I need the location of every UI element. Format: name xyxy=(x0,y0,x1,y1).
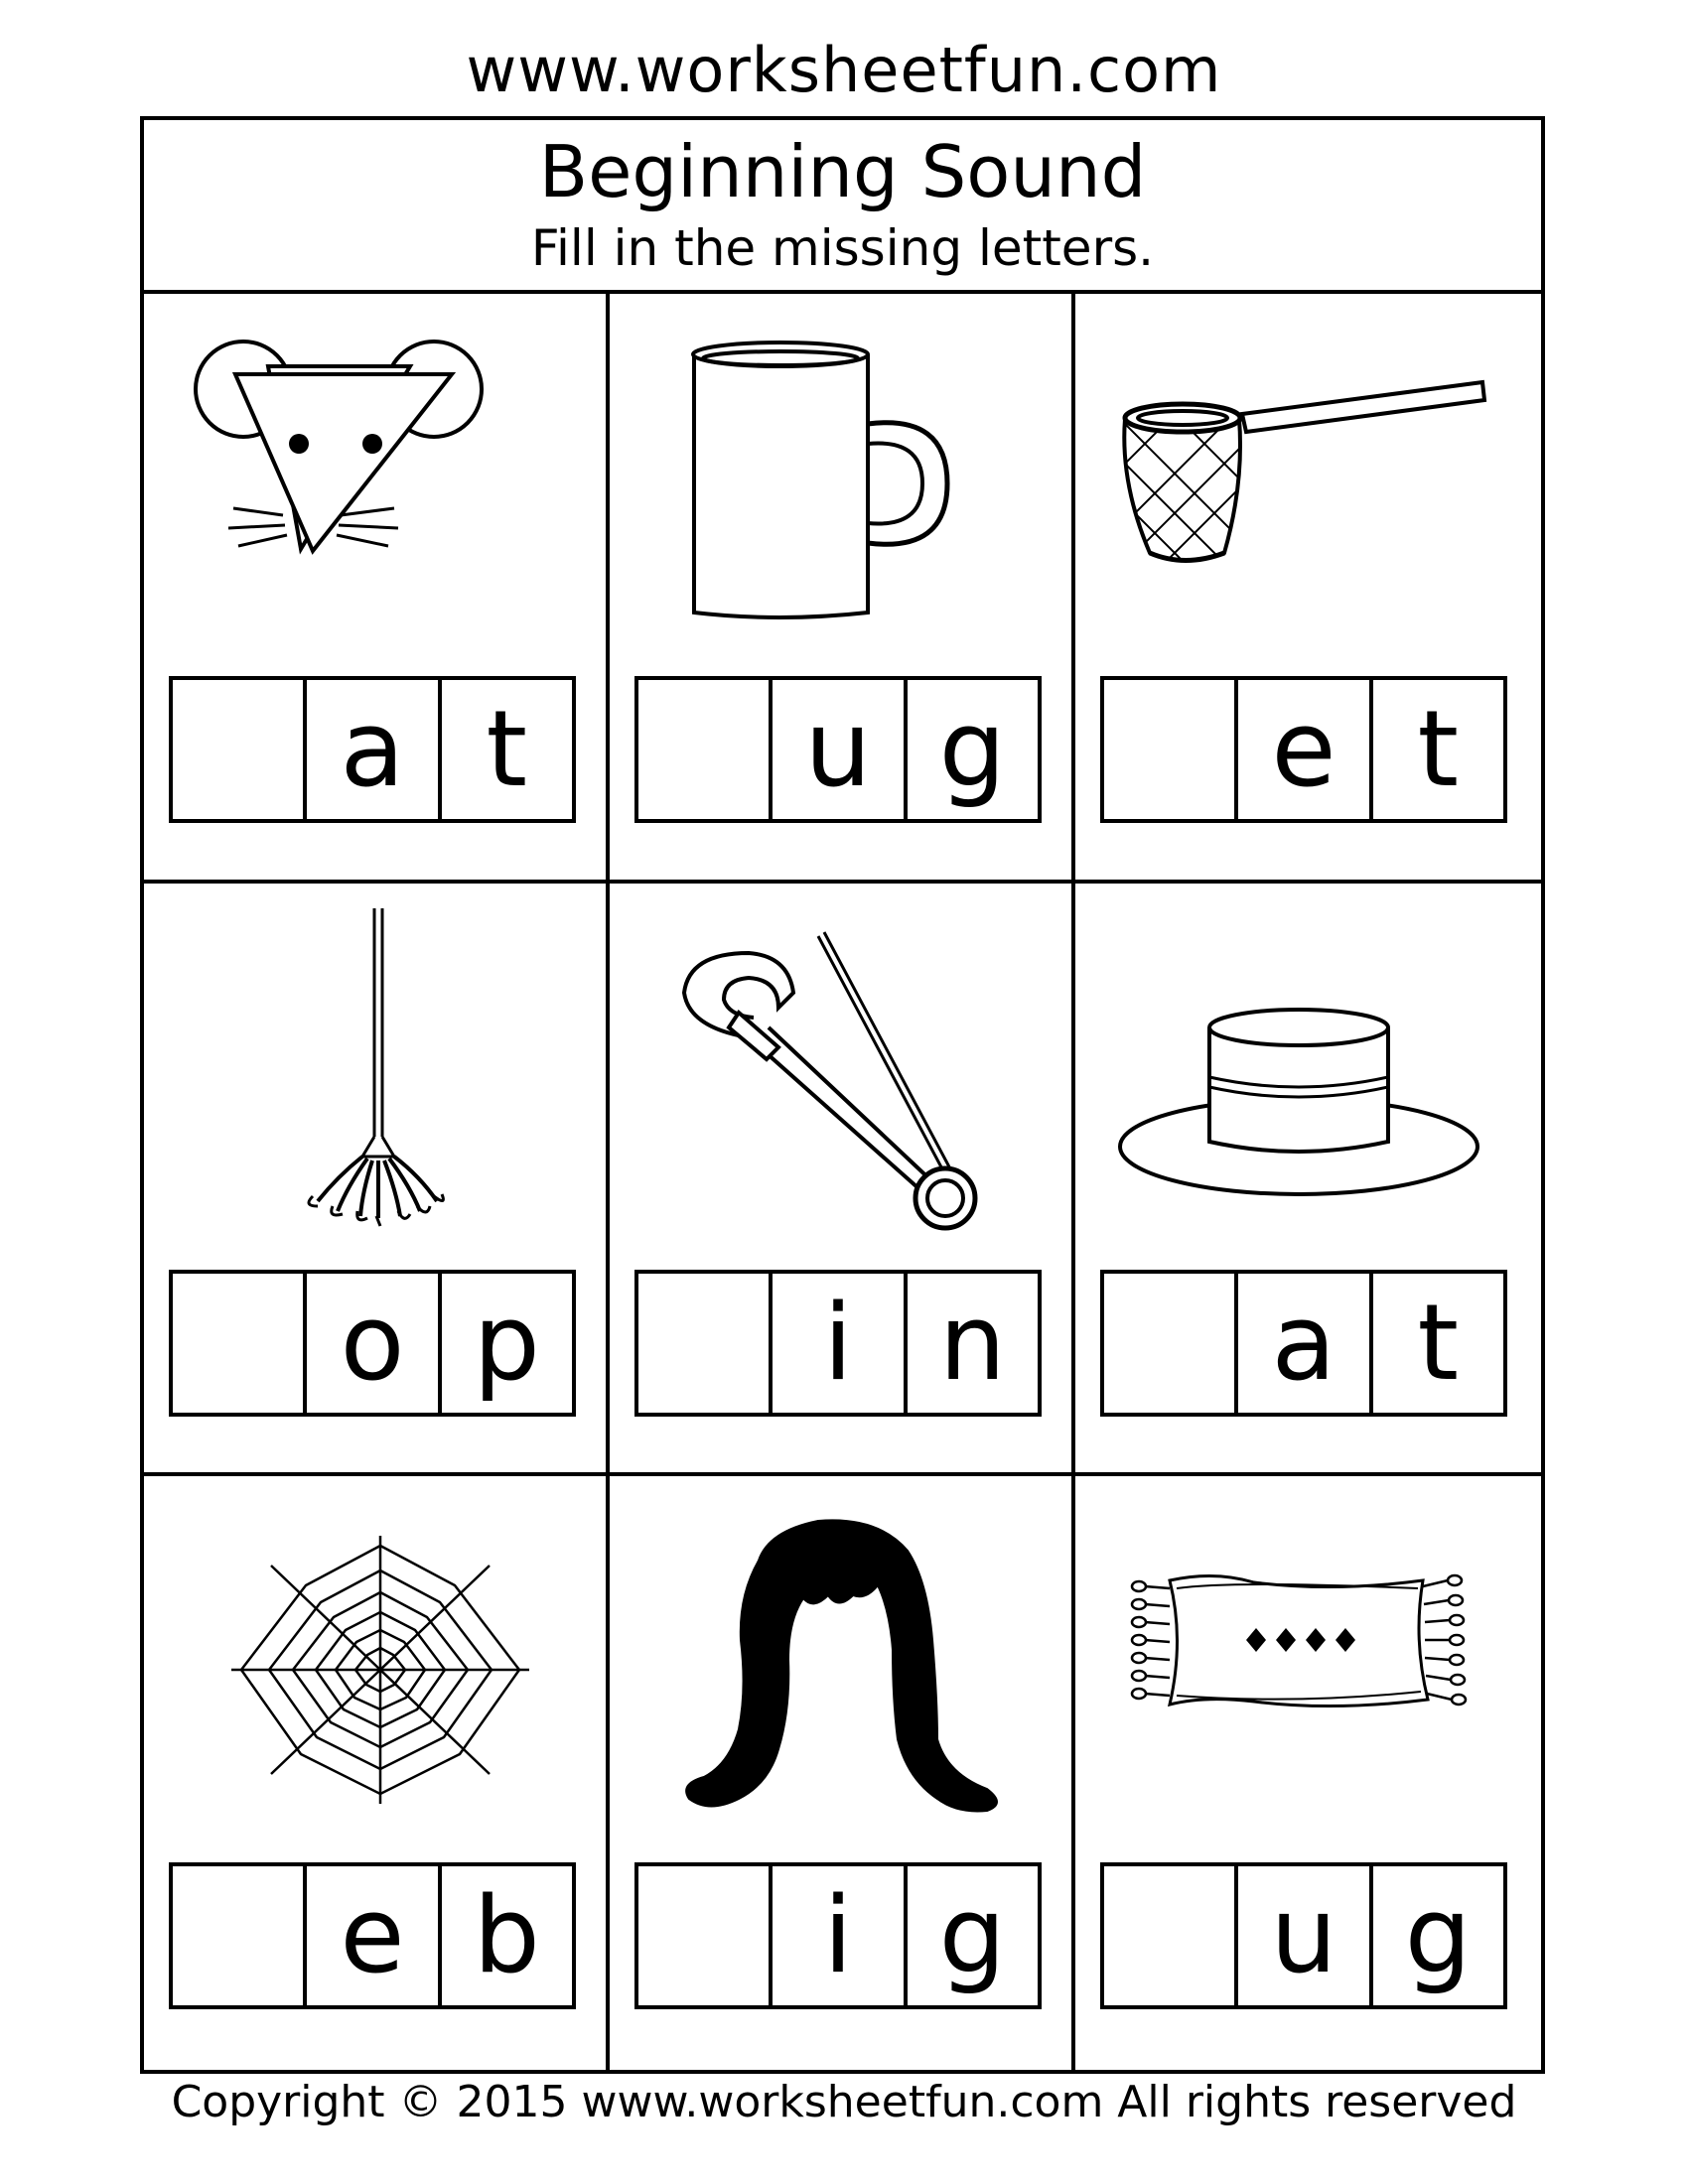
rug-icon xyxy=(1095,1501,1512,1858)
letter-boxes xyxy=(1100,676,1507,823)
answer-box[interactable] xyxy=(1104,680,1238,819)
mug-icon xyxy=(630,315,1047,672)
mop-icon xyxy=(164,908,581,1266)
letter-boxes xyxy=(169,1862,576,2009)
worksheet xyxy=(140,116,1545,2074)
net-icon xyxy=(1095,315,1512,672)
letter-box: u xyxy=(1238,1866,1372,2005)
wig-icon xyxy=(630,1501,1047,1858)
letter-box: g xyxy=(938,688,1006,810)
letter-box: e xyxy=(1238,680,1372,819)
answer-box[interactable] xyxy=(638,1274,773,1413)
letter-box: o xyxy=(307,1274,441,1413)
word-card xyxy=(1075,884,1541,1477)
word-card xyxy=(144,1476,610,2070)
letter-boxes xyxy=(1100,1270,1507,1417)
word-card xyxy=(1075,1476,1541,2070)
word-grid xyxy=(144,290,1541,2070)
letter-box: a xyxy=(1238,1274,1372,1413)
answer-box[interactable] xyxy=(638,1866,773,2005)
letter-box: b xyxy=(473,1874,540,1997)
answer-box[interactable] xyxy=(638,680,773,819)
answer-box[interactable] xyxy=(173,1274,307,1413)
letter-box: a xyxy=(307,680,441,819)
letter-box: t xyxy=(1417,1281,1460,1404)
hat-icon xyxy=(1095,908,1512,1266)
answer-box[interactable] xyxy=(1104,1274,1238,1413)
spider-web-icon xyxy=(164,1501,581,1858)
worksheet-header xyxy=(144,120,1541,294)
answer-box[interactable] xyxy=(173,680,307,819)
letter-box: i xyxy=(773,1274,907,1413)
letter-box: g xyxy=(938,1874,1006,1997)
word-card xyxy=(144,290,610,884)
letter-boxes xyxy=(634,1270,1042,1417)
word-card xyxy=(610,884,1075,1477)
word-card xyxy=(610,1476,1075,2070)
word-card xyxy=(610,290,1075,884)
answer-box[interactable] xyxy=(173,1866,307,2005)
letter-box: u xyxy=(773,680,907,819)
letter-boxes xyxy=(169,676,576,823)
letter-box: t xyxy=(486,688,528,810)
letter-box: g xyxy=(1404,1874,1472,1997)
letter-boxes xyxy=(1100,1862,1507,2009)
page-title: Beginning Sound xyxy=(538,130,1147,213)
instructions: Fill in the missing letters. xyxy=(530,219,1155,277)
word-card xyxy=(144,884,610,1477)
letter-box: i xyxy=(773,1866,907,2005)
letter-boxes xyxy=(169,1270,576,1417)
copyright-footer: Copyright © 2015 www.worksheetfun.com All rights reserved xyxy=(171,2077,1517,2127)
mouse-face-icon xyxy=(164,315,581,672)
letter-boxes xyxy=(634,1862,1042,2009)
letter-box: p xyxy=(473,1281,540,1404)
letter-box: t xyxy=(1417,688,1460,810)
letter-box: n xyxy=(938,1281,1006,1404)
answer-box[interactable] xyxy=(1104,1866,1238,2005)
letter-boxes xyxy=(634,676,1042,823)
letter-box: e xyxy=(307,1866,441,2005)
word-card xyxy=(1075,290,1541,884)
site-url: www.worksheetfun.com xyxy=(466,34,1222,106)
safety-pin-icon xyxy=(630,908,1047,1266)
